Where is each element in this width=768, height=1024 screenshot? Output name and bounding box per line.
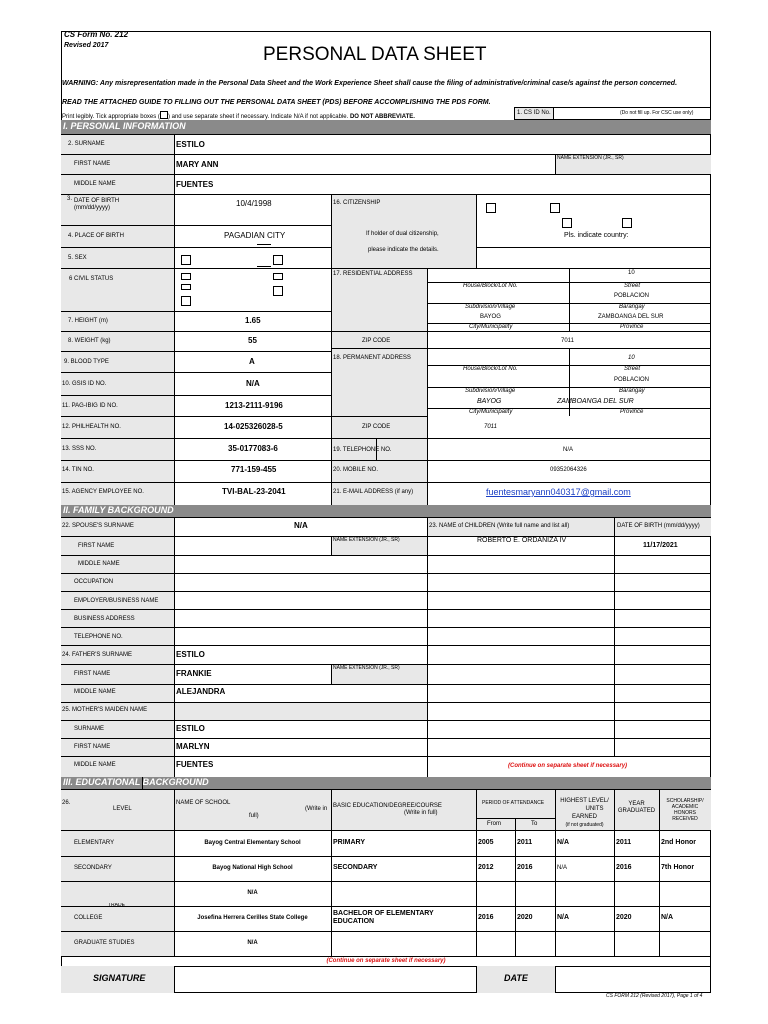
perm-city-label: City/Municipality [469, 409, 513, 415]
business-address-label: BUSINESS ADDRESS [74, 616, 135, 622]
dual-citizenship-note-1: If holder of dual citizenship, [366, 231, 439, 237]
edu-row-0-honors[interactable]: 2nd Honor [661, 839, 696, 846]
spouse-telephone-label: TELEPHONE NO. [74, 634, 123, 640]
middle-name-label: MIDDLE NAME [74, 181, 116, 187]
citizenship-label: 16. CITIZENSHIP [333, 200, 381, 206]
sex-male-checkbox[interactable] [181, 255, 191, 265]
perm-province-value[interactable]: ZAMBOANGA DEL SUR [557, 398, 634, 405]
highest-line-4: (if not graduated) [565, 822, 604, 828]
edu-row-3-highest[interactable]: N/A [557, 914, 570, 921]
res-barangay-value[interactable]: POBLACION [614, 293, 650, 299]
spouse-middle-label: MIDDLE NAME [78, 561, 120, 567]
email-value[interactable]: fuentesmaryann040317@gmail.com [486, 487, 631, 497]
edu-row-1-school[interactable]: Bayog National High School [212, 865, 293, 871]
warning-text: WARNING: Any misrepresentation made in the Personal Data Sheet and the Work Experience Sheet shall cause the filing of administrative/criminal case/s against the person concerned. [62, 80, 678, 87]
print-note-a: Print legibly. Tick appropriate boxes ( [62, 114, 160, 120]
edu-row-1-from[interactable]: 2012 [478, 864, 494, 871]
edu-row-1-to[interactable]: 2016 [517, 864, 533, 871]
telephone-label: 19. TELEPHONE NO. [333, 447, 392, 453]
mother-middle-value[interactable]: FUENTES [176, 760, 214, 769]
edu-row-0-school[interactable]: Bayog Central Elementary School [204, 840, 301, 846]
mother-surname-value[interactable]: ESTILO [176, 724, 205, 733]
dual-citizenship-note-2: please indicate the details. [368, 247, 439, 253]
residential-label-area [331, 268, 427, 348]
pagibig-label: 11. PAG-IBIG ID NO. [62, 403, 118, 409]
edu-row-3-from[interactable]: 2016 [478, 914, 494, 921]
form-number: CS Form No. 212 [64, 30, 129, 39]
father-name-ext-label: NAME EXTENSION (JR., SR) [333, 665, 400, 671]
edu-row-0-year[interactable]: 2011 [616, 839, 632, 846]
highest-line-1: HIGHEST LEVEL/ [560, 798, 609, 804]
father-surname-label: 24. FATHER'S SURNAME [62, 652, 133, 658]
dob-num: 3. [67, 196, 73, 202]
perm-zip-label: ZIP CODE [362, 424, 391, 430]
education-school-header: NAME OF SCHOOL [176, 800, 231, 806]
dual-by-naturalization-checkbox[interactable] [622, 218, 632, 228]
highest-line-2: UNITS [585, 806, 604, 812]
agency-no-label: 15. AGENCY EMPLOYEE NO. [62, 489, 144, 495]
mother-first-label: FIRST NAME [74, 744, 111, 750]
civil-widowed-checkbox[interactable] [181, 284, 191, 290]
edu-row-1-honors[interactable]: 7th Honor [661, 864, 695, 871]
res-city-value[interactable]: BAYOG [480, 314, 501, 320]
sss-value[interactable]: 35-0177083-6 [228, 444, 278, 453]
dob-format: (mm/dd/yyyy) [74, 205, 110, 211]
blood-type-label: 9. BLOOD TYPE [64, 359, 109, 365]
mother-middle-label: MIDDLE NAME [74, 762, 116, 768]
date-label: DATE [504, 973, 528, 983]
citizenship-dual-checkbox[interactable] [550, 203, 560, 213]
civil-other-checkbox[interactable] [181, 296, 191, 306]
signature-field[interactable] [175, 967, 475, 992]
form-revision: Revised 2017 [64, 42, 109, 49]
dual-by-birth-checkbox[interactable] [562, 218, 572, 228]
highest-line-3: EARNED [571, 814, 597, 820]
honors-line-4: RECEIVED [672, 816, 698, 822]
honors-line-3: HONORS [674, 810, 696, 816]
first-name-value[interactable]: MARY ANN [176, 160, 219, 169]
edu-row-1-highest[interactable]: N/A [557, 865, 568, 871]
pagibig-value[interactable]: 1213-2111-9196 [225, 401, 283, 410]
height-label: 7. HEIGHT (m) [68, 318, 108, 324]
education-course-note: (Write in full) [404, 810, 438, 816]
telephone-value[interactable]: N/A [563, 447, 574, 453]
education-school-note-a: (Write in [305, 806, 328, 812]
perm-zip-value[interactable]: 7011 [484, 424, 497, 430]
children-dob-label: DATE OF BIRTH (mm/dd/yyyy) [617, 523, 700, 529]
page-footer-note: CS FORM 212 (Revised 2017), Page 1 of 4 [606, 993, 703, 999]
edu-row-0-course[interactable]: PRIMARY [333, 839, 366, 846]
perm-city-value[interactable]: BAYOG [477, 398, 502, 405]
edu-row-2-school[interactable]: N/A [247, 890, 258, 896]
father-first-label: FIRST NAME [74, 671, 111, 677]
gsis-value[interactable]: N/A [246, 379, 260, 388]
occupation-label: OCCUPATION [74, 579, 114, 585]
agency-no-value[interactable]: TVI-BAL-23-2041 [222, 487, 286, 496]
pls-indicate-country: Pls. indicate country: [564, 232, 629, 239]
edu-row-3-course[interactable]: BACHELOR OF ELEMENTARY EDUCATION [333, 910, 434, 925]
dob-label: DATE OF BIRTH [74, 198, 120, 204]
tick-box-sample [160, 111, 168, 119]
edu-row-3-year[interactable]: 2020 [616, 914, 632, 921]
res-zip-label: ZIP CODE [362, 338, 391, 344]
section-personal-title: I. PERSONAL INFORMATION [63, 121, 186, 131]
father-middle-label: MIDDLE NAME [74, 689, 116, 695]
perm-barangay-value[interactable]: POBLACION [614, 377, 650, 383]
education-level-column [61, 830, 174, 956]
child-1-dob[interactable]: 11/17/2021 [643, 542, 678, 549]
edu-row-3-school[interactable]: Josefina Herrera Cerilles State College [197, 915, 308, 921]
height-value[interactable]: 1.65 [245, 316, 261, 325]
first-name-label: FIRST NAME [74, 161, 111, 167]
child-1-name[interactable]: ROBERTO E. ORDANIZA IV [477, 537, 567, 544]
read-guide-text: READ THE ATTACHED GUIDE TO FILLING OUT THE PERSONAL DATA SHEET (PDS) BEFORE ACCOMPLISHING THE PDS FORM. [62, 99, 491, 106]
tin-value[interactable]: 771-159-455 [231, 465, 277, 474]
edu-row-1-year[interactable]: 2016 [616, 864, 632, 871]
spouse-surname-label: 22. SPOUSE'S SURNAME [62, 523, 134, 529]
res-barangay-label: Barangay [619, 304, 645, 310]
section-educational-background [61, 777, 711, 789]
section-education-title: III. EDUCATIONAL BACKGROUND [63, 777, 209, 787]
section-family-background [61, 505, 711, 517]
education-num: 26. [62, 800, 71, 806]
civil-married-checkbox[interactable] [273, 273, 283, 280]
year-line-2: GRADUATED [617, 808, 656, 814]
sex-label: 5. SEX [68, 255, 87, 261]
surname-label: 2. SURNAME [68, 141, 105, 147]
cs-id-note: (Do not fill up. For CSC use only) [620, 110, 694, 116]
education-course-header: BASIC EDUCATION/DEGREE/COURSE [333, 803, 442, 809]
edu-row-0-from[interactable]: 2005 [478, 839, 494, 846]
section-personal-info [61, 120, 711, 134]
perm-subdivision-label: Subdivision/Village [465, 388, 516, 394]
civil-single-checkbox[interactable] [181, 273, 191, 280]
edu-row-4-school[interactable]: N/A [247, 940, 258, 946]
honors-line-1: SCHOLARSHIP/ [666, 798, 704, 804]
spouse-surname-value[interactable]: N/A [294, 521, 308, 530]
print-note-b: ) and use separate sheet if necessary. Indicate N/A if not applicable. [167, 114, 349, 120]
res-province-value[interactable]: ZAMBOANGA DEL SUR [598, 314, 664, 320]
family-continue-note: (Continue on separate sheet if necessary) [508, 763, 628, 769]
weight-value[interactable]: 55 [248, 336, 257, 345]
date-field[interactable] [556, 967, 710, 992]
weight-label: 8. WEIGHT (kg) [68, 338, 111, 344]
middle-name-value[interactable]: FUENTES [176, 180, 214, 189]
education-from-header: From [487, 821, 501, 827]
perm-house-block-label: House/Block/Lot No. [463, 366, 518, 372]
civil-status-label: 6 CIVIL STATUS [69, 276, 114, 282]
residential-address-label: 17. RESIDENTIAL ADDRESS [333, 271, 413, 277]
res-house-block-label: House/Block/Lot No. [463, 283, 518, 289]
mother-maiden-label: 25. MOTHER'S MAIDEN NAME [62, 707, 148, 713]
edu-row-1-course[interactable]: SECONDARY [333, 864, 378, 871]
father-first-value[interactable]: FRANKIE [176, 669, 212, 678]
education-school-note-b: full) [249, 813, 259, 819]
edu-row-0-level: ELEMENTARY [74, 840, 115, 846]
res-subdivision-label: Subdivision/Village [465, 304, 516, 310]
no-abbreviate-text: DO NOT ABBREVIATE. [349, 114, 415, 120]
permanent-address-label: 18. PERMANENT ADDRESS [333, 355, 411, 361]
honors-line-2: ACADEMIC [671, 804, 699, 810]
philhealth-label: 12. PHILHEALTH NO. [62, 424, 121, 430]
perm-house-no-value[interactable]: 10 [628, 355, 635, 361]
print-note [62, 110, 415, 120]
spouse-first-label: FIRST NAME [78, 543, 115, 549]
email-label: 21. E-MAIL ADDRESS (if any) [333, 489, 414, 495]
section-family-title: II. FAMILY BACKGROUND [63, 505, 174, 515]
mobile-label: 20. MOBILE NO. [333, 467, 379, 473]
spouse-name-ext-label: NAME EXTENSION (JR., SR) [333, 537, 400, 543]
edu-row-0-to[interactable]: 2011 [517, 839, 533, 846]
education-to-header: To [531, 821, 538, 827]
edu-row-3-honors[interactable]: N/A [661, 914, 674, 921]
mother-first-value[interactable]: MARLYN [176, 742, 210, 751]
dob-value[interactable]: 10/4/1998 [236, 199, 272, 208]
perm-barangay-label: Barangay [619, 388, 645, 394]
edu-row-3-to[interactable]: 2020 [517, 914, 533, 921]
employer-label: EMPLOYER/BUSINESS NAME [74, 598, 159, 604]
edu-vocational-fragment: TRADE [108, 903, 125, 906]
mother-surname-label: SURNAME [74, 726, 105, 732]
surname-value[interactable]: ESTILO [176, 140, 205, 149]
blood-type-value[interactable]: A [249, 357, 255, 366]
cs-id-label: 1. CS ID No. [517, 110, 551, 116]
edu-row-1-level: SECONDARY [74, 865, 112, 871]
edu-row-4-level: GRADUATE STUDIES [74, 940, 135, 946]
pob-label: 4. PLACE OF BIRTH [68, 233, 124, 239]
children-label: 23. NAME of CHILDREN (Write full name and list all) [429, 523, 570, 529]
father-surname-value[interactable]: ESTILO [176, 650, 205, 659]
education-year-header [614, 801, 659, 815]
mobile-value[interactable]: 09352064326 [550, 467, 587, 473]
education-period-header: PERIOD OF ATTENDANCE [482, 800, 545, 806]
res-street-label: Street [624, 283, 641, 289]
res-province-label: Province [620, 324, 644, 330]
res-zip-value[interactable]: 7011 [561, 338, 574, 344]
education-continue-note: (Continue on separate sheet if necessary) [326, 958, 446, 964]
father-middle-value[interactable]: ALEJANDRA [176, 687, 226, 696]
res-city-label: City/Municipality [469, 324, 513, 330]
perm-street-label: Street [624, 366, 641, 372]
gsis-label: 10. GSIS ID NO. [62, 381, 107, 387]
sex-female-checkbox[interactable] [273, 255, 283, 265]
tin-label: 14. TIN NO. [62, 467, 94, 473]
signature-label: SIGNATURE [93, 973, 146, 983]
civil-separated-checkbox[interactable] [273, 286, 283, 296]
education-level-header: LEVEL [113, 806, 132, 812]
philhealth-value[interactable]: 14-025326028-5 [224, 422, 283, 431]
education-highest-header [555, 797, 614, 829]
page-title: PERSONAL DATA SHEET [263, 44, 487, 65]
perm-province-label: Province [620, 409, 644, 415]
year-line-1: YEAR [628, 801, 645, 807]
citizenship-filipino-checkbox[interactable] [486, 203, 496, 213]
sss-label: 13. SSS NO. [62, 446, 97, 452]
education-honors-header [659, 798, 711, 822]
pob-value[interactable]: PAGADIAN CITY [224, 231, 286, 240]
res-house-no-value[interactable]: 10 [628, 270, 635, 276]
edu-row-0-highest[interactable]: N/A [557, 839, 570, 846]
name-extension-label: NAME EXTENSION (JR., SR) [557, 155, 624, 161]
edu-row-3-level: COLLEGE [74, 915, 103, 921]
